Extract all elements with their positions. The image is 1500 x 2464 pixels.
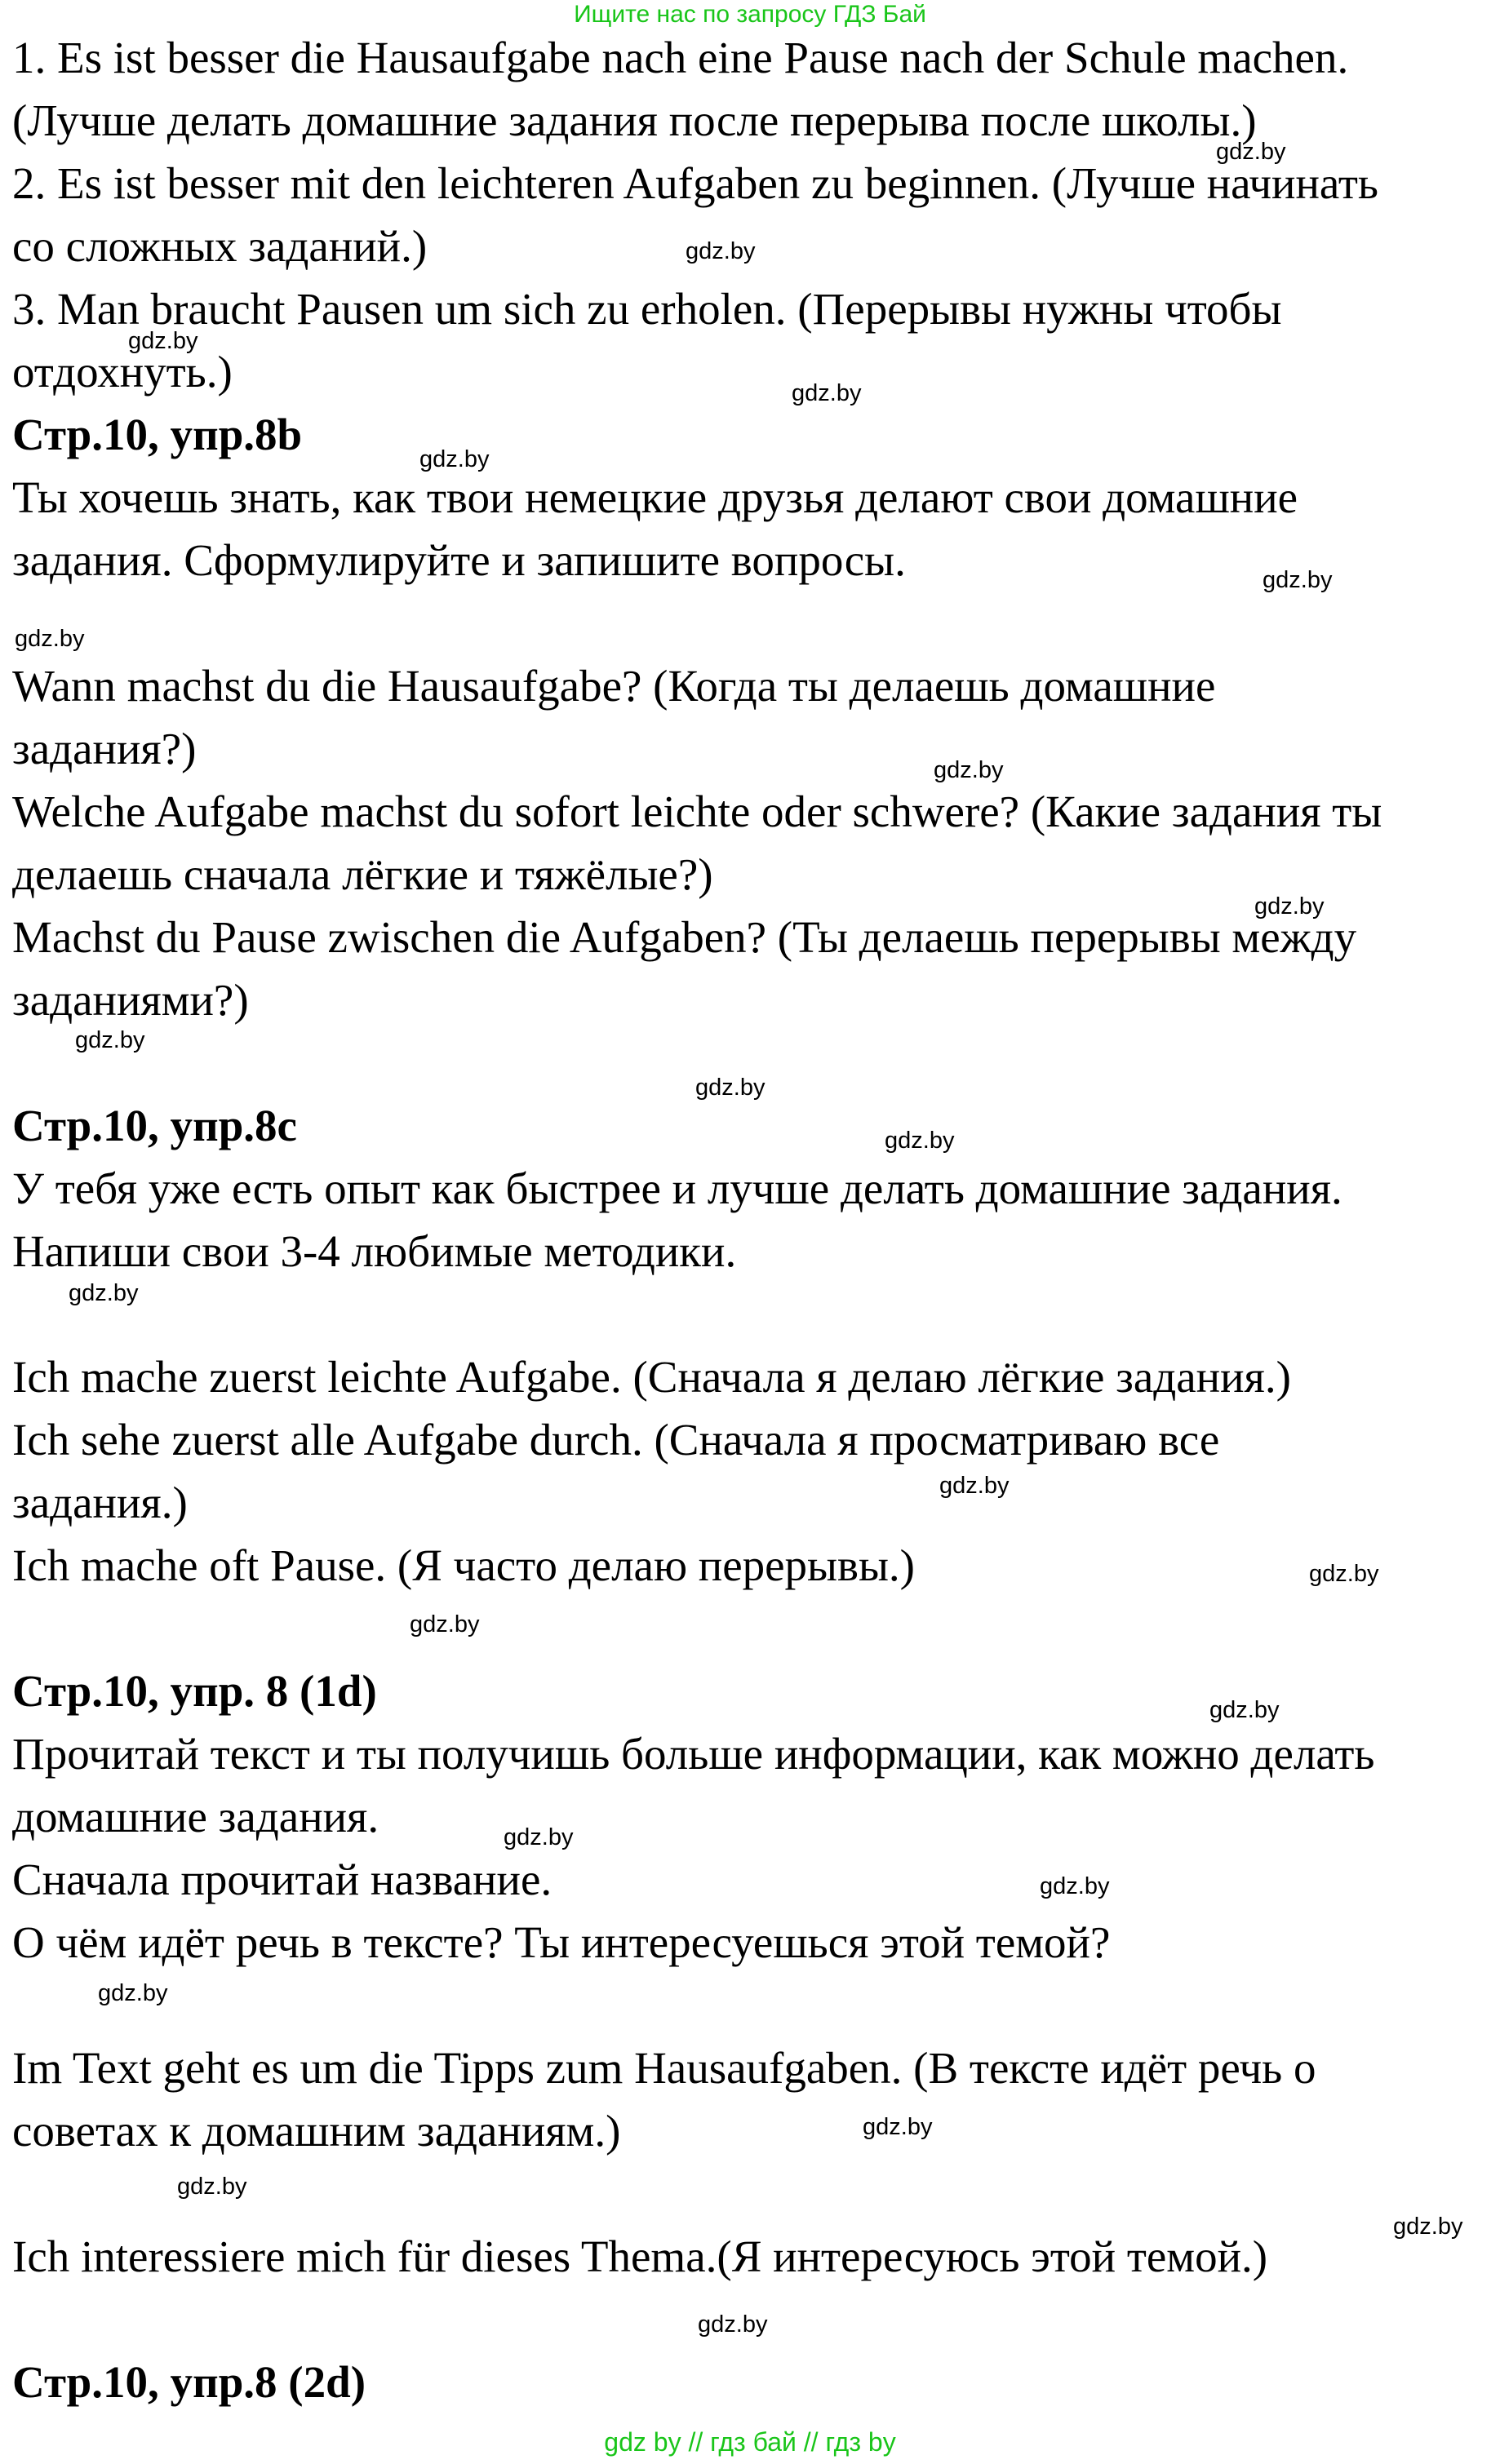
watermark: gdz.by xyxy=(177,2174,247,2200)
text-line: советах к домашним заданиям.) xyxy=(12,2106,621,2156)
text-line: Сначала прочитай название. xyxy=(12,1855,553,1904)
watermark: gdz.by xyxy=(15,626,85,652)
text-line: Напиши свои 3-4 любимые методики. xyxy=(12,1226,737,1276)
text-line: 3. Man braucht Pausen um sich zu erholen. (Перерывы нужны чтобы xyxy=(12,284,1282,334)
text-line: Ich sehe zuerst alle Aufgabe durch. (Сначала я просматриваю все xyxy=(12,1415,1220,1465)
text-line: заданиями?) xyxy=(12,975,249,1025)
watermark: gdz.by xyxy=(419,446,490,472)
text-line: со сложных заданий.) xyxy=(12,221,428,271)
text-line: отдохнуть.) xyxy=(12,347,233,397)
watermark: gdz.by xyxy=(504,1824,574,1850)
text-line: Ich interessiere mich für dieses Thema.(Я интересуюсь этой темой.) xyxy=(12,2231,1268,2281)
blank-line xyxy=(12,1283,1489,1345)
watermark: gdz.by xyxy=(128,328,198,354)
text-line: Ich mache oft Pause. (Я часто делаю перерывы.) xyxy=(12,1540,915,1590)
text-line: задания.) xyxy=(12,1478,188,1527)
watermark: gdz.by xyxy=(686,238,756,264)
watermark: gdz.by xyxy=(863,2114,933,2140)
footer-links[interactable]: gdz by // гдз бай // гдз by xyxy=(604,2427,896,2457)
text-line: делаешь сначала лёгкие и тяжёлые?) xyxy=(12,849,713,899)
solution-text xyxy=(12,26,1489,2413)
text-line: задания?) xyxy=(12,724,197,773)
text-line: Wann machst du die Hausaufgabe? (Когда ты делаешь домашние xyxy=(12,661,1216,711)
text-line: задания. Сформулируйте и запишите вопросы. xyxy=(12,535,906,585)
watermark: gdz.by xyxy=(1040,1873,1110,1899)
section-heading-8-2d: Стр.10, упр.8 (2d) xyxy=(12,2357,366,2407)
search-hint: Ищите нас по запросу ГДЗ Бай xyxy=(574,1,926,28)
watermark: gdz.by xyxy=(1216,139,1286,165)
watermark: gdz.by xyxy=(885,1128,955,1154)
watermark: gdz.by xyxy=(75,1027,145,1053)
text-line: Ich mache zuerst leichte Aufgabe. (Сначала я делаю лёгкие задания.) xyxy=(12,1352,1291,1402)
watermark: gdz.by xyxy=(695,1075,766,1101)
blank-line xyxy=(12,1974,1489,2036)
watermark: gdz.by xyxy=(1254,893,1325,920)
blank-line xyxy=(12,592,1489,654)
watermark: gdz.by xyxy=(792,380,862,406)
section-heading-8c: Стр.10, упр.8c xyxy=(12,1101,297,1150)
watermark: gdz.by xyxy=(934,757,1004,783)
watermark: gdz.by xyxy=(410,1611,480,1637)
watermark: gdz.by xyxy=(1393,2214,1463,2240)
text-line: У тебя уже есть опыт как быстрее и лучше делать домашние задания. xyxy=(12,1163,1342,1213)
text-line: 1. Es ist besser die Hausaufgabe nach eine Pause nach der Schule machen. xyxy=(12,33,1349,82)
text-line: Прочитай текст и ты получишь больше информации, как можно делать xyxy=(12,1729,1375,1779)
watermark: gdz.by xyxy=(1209,1697,1280,1723)
text-line: Ты хочешь знать, как твои немецкие друзья делают свои домашние xyxy=(12,472,1298,522)
watermark: gdz.by xyxy=(98,1980,168,2006)
blank-line xyxy=(12,1597,1489,1660)
watermark: gdz.by xyxy=(939,1473,1010,1499)
text-line: Im Text geht es um die Tipps zum Hausaufgaben. (В тексте идёт речь о xyxy=(12,2043,1316,2093)
text-line: домашние задания. xyxy=(12,1792,379,1841)
text-line: Welche Aufgabe machst du sofort leichte oder schwere? (Какие задания ты xyxy=(12,787,1382,836)
text-line: 2. Es ist besser mit den leichteren Aufgaben zu beginnen. (Лучше начинать xyxy=(12,158,1379,208)
section-heading-8-1d: Стр.10, упр. 8 (1d) xyxy=(12,1666,377,1716)
text-line: О чём идёт речь в тексте? Ты интересуешься этой темой? xyxy=(12,1917,1111,1967)
text-line: Machst du Pause zwischen die Aufgaben? (Ты делаешь перерывы между xyxy=(12,912,1357,962)
watermark: gdz.by xyxy=(1309,1561,1379,1587)
watermark: gdz.by xyxy=(69,1280,139,1306)
watermark: gdz.by xyxy=(1263,567,1333,593)
text-line: (Лучше делать домашние задания после перерыва после школы.) xyxy=(12,95,1257,145)
section-heading-8b: Стр.10, упр.8b xyxy=(12,410,303,459)
watermark: gdz.by xyxy=(698,2311,768,2338)
